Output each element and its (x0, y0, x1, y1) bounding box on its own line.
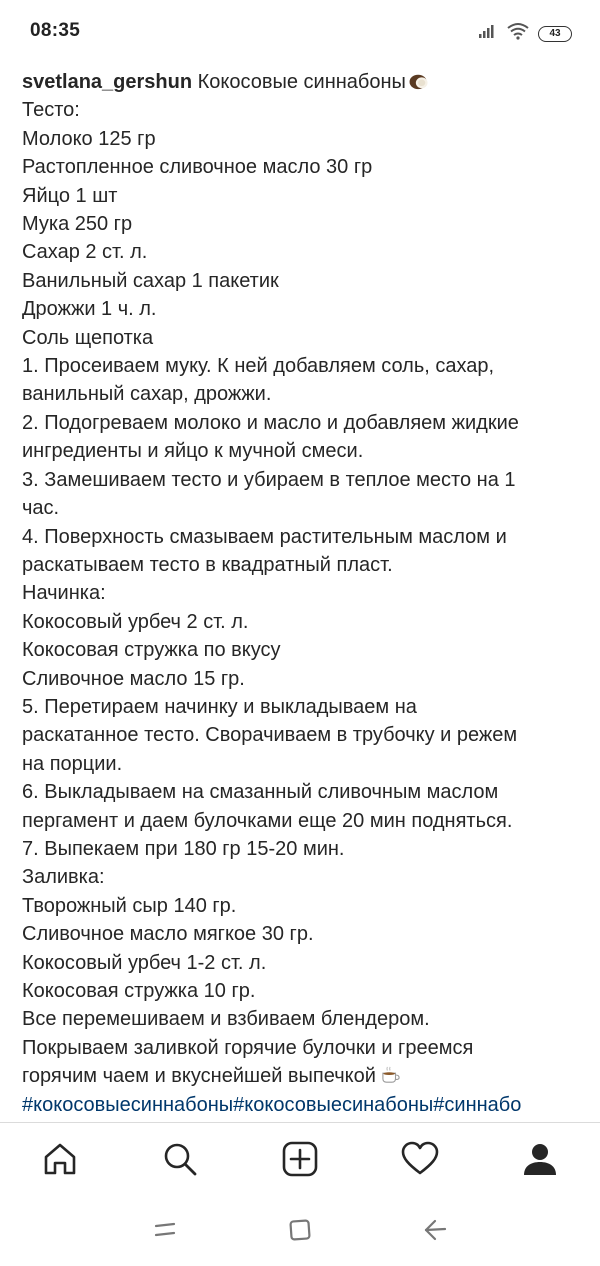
caption-line: 5. Перетираем начинку и выкладываем на (22, 695, 417, 718)
caption-line: пергамент и даем булочками еще 20 мин подняться. (22, 809, 513, 832)
caption-line: 4. Поверхность смазываем растительным маслом и (22, 525, 507, 548)
status-icons (478, 22, 572, 45)
caption-line: на порции. (22, 752, 123, 775)
caption-last-text: горячим чаем и вкуснейшей выпечкой (22, 1065, 376, 1088)
nav-add-post-button[interactable] (270, 1129, 330, 1189)
caption-line: Яйцо 1 шт (22, 184, 118, 207)
home-square-icon (287, 1217, 313, 1243)
wifi-icon (506, 22, 530, 45)
caption-line: Заливка: (22, 866, 105, 889)
hot-beverage-emoji-icon (380, 1066, 402, 1084)
coconut-emoji-icon (408, 72, 430, 90)
activity-heart-icon (400, 1140, 440, 1178)
caption-line: Начинка: (22, 582, 106, 605)
post-caption (22, 68, 592, 1118)
post-title: Кокосовые синнабоны (197, 71, 406, 93)
caption-line: раскатанное тесто. Сворачиваем в трубочку и режем (22, 724, 518, 747)
system-home-button[interactable] (280, 1210, 320, 1250)
caption-line: 1. Просеиваем муку. К ней добавляем соль, сахар, (22, 355, 495, 378)
caption-line: Мука 250 гр (22, 213, 133, 236)
caption-line: 7. Выпекаем при 180 гр 15-20 мин. (22, 837, 345, 860)
caption-line: Кокосовая стружка 10 гр. (22, 980, 256, 1002)
caption-line: Покрываем заливкой горячие булочки и греемся (22, 1036, 474, 1059)
home-icon (41, 1140, 79, 1178)
recents-icon (152, 1219, 178, 1241)
caption-line: Сахар 2 ст. л. (22, 241, 148, 264)
system-back-button[interactable] (415, 1210, 455, 1250)
bottom-navigation (0, 1122, 600, 1194)
caption-line: Кокосовый урбеч 1-2 ст. л. (22, 951, 267, 974)
caption-line: 6. Выкладываем на смазанный сливочным маслом (22, 781, 499, 804)
profile-icon (521, 1140, 559, 1178)
caption-line: час. (22, 497, 60, 520)
caption-line: Сливочное масло 15 гр. (22, 667, 245, 690)
caption-line: Творожный сыр 140 гр. (22, 894, 237, 917)
nav-home-button[interactable] (30, 1129, 90, 1189)
caption-line: Сливочное масло мягкое 30 гр. (22, 923, 314, 946)
caption-line: Соль щепотка (22, 326, 154, 349)
caption-line: Ванильный сахар 1 пакетик (22, 269, 279, 292)
system-navigation (0, 1194, 600, 1266)
nav-activity-button[interactable] (390, 1129, 450, 1189)
caption-line: Все перемешиваем и взбиваем блендером. (22, 1008, 430, 1031)
signal-icon (478, 23, 498, 44)
search-icon (161, 1140, 199, 1178)
caption-line: Молоко 125 гр (22, 127, 156, 150)
caption-line-last (22, 1062, 592, 1090)
caption-body (22, 96, 592, 1062)
system-recents-button[interactable] (145, 1210, 185, 1250)
status-time: 08:35 (30, 20, 81, 41)
battery-icon: 43 (538, 26, 572, 42)
caption-line: раскатываем тесто в квадратный пласт. (22, 553, 393, 576)
caption-line: Тесто: (22, 99, 80, 122)
caption-line: Кокосовая стружка по вкусу (22, 639, 281, 662)
back-icon (421, 1217, 449, 1243)
nav-search-button[interactable] (150, 1129, 210, 1189)
nav-profile-button[interactable] (510, 1129, 570, 1189)
caption-line: 3. Замешиваем тесто и убираем в теплое место на 1 (22, 468, 516, 491)
caption-line: Растопленное сливочное масло 30 гр (22, 156, 373, 179)
status-bar (0, 0, 600, 66)
caption-line: Дрожжи 1 ч. л. (22, 298, 157, 321)
post-username[interactable]: svetlana_gershun (22, 71, 193, 93)
caption-line: ингредиенты и яйцо к мучной смеси. (22, 440, 364, 463)
caption-line: ванильный сахар, дрожжи. (22, 383, 272, 406)
caption-line: Кокосовый урбеч 2 ст. л. (22, 610, 249, 633)
caption-line: 2. Подогреваем молоко и масло и добавляем жидкие (22, 411, 519, 434)
post-hashtags[interactable]: #кокосовыесиннабоны#кокосовыесинабоны#синнабо (22, 1093, 522, 1116)
caption-header (22, 68, 592, 96)
add-post-icon (281, 1140, 319, 1178)
